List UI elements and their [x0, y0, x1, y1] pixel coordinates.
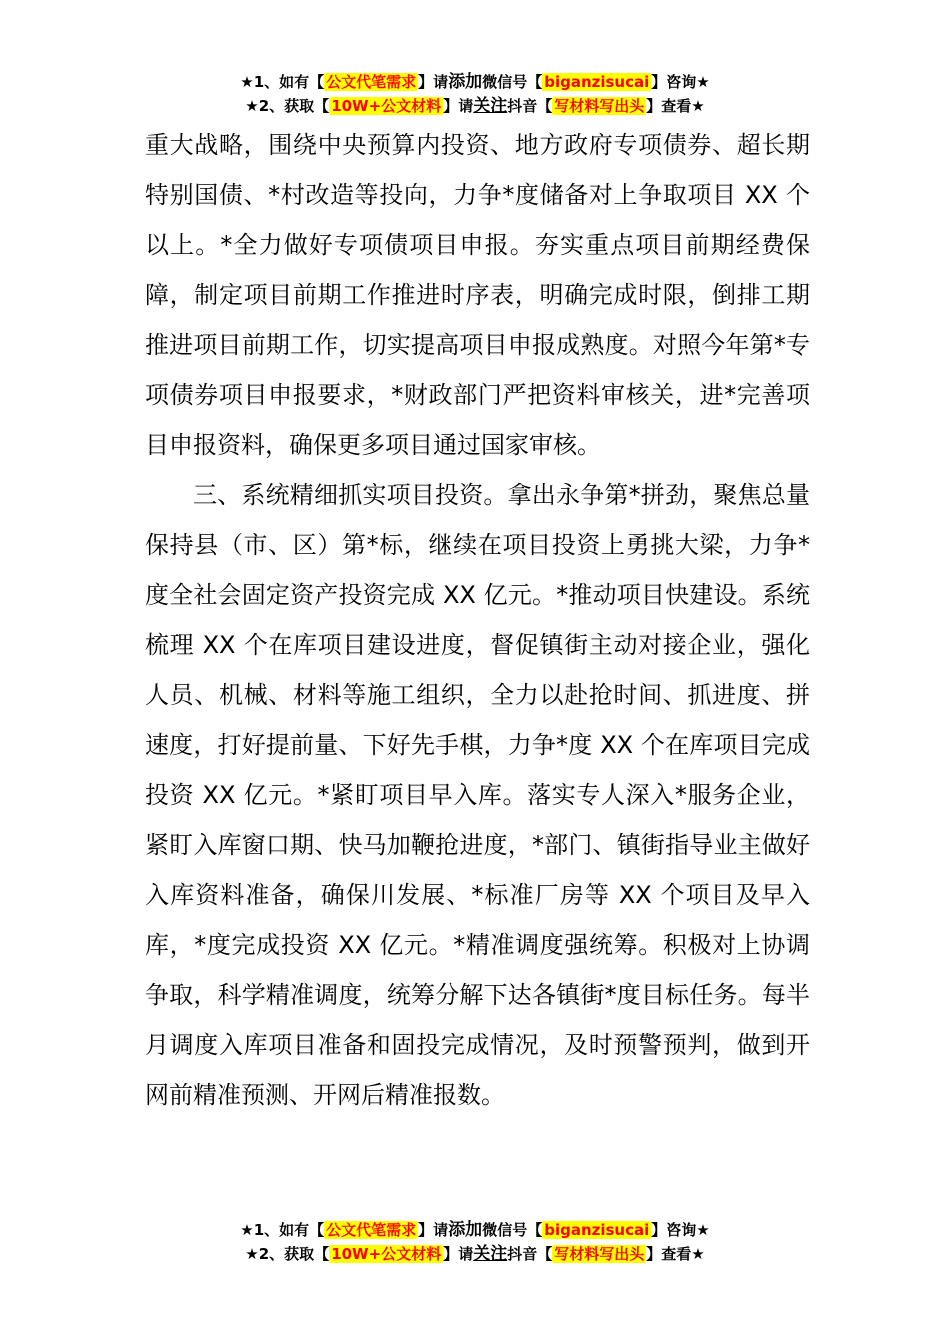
highlight-materials: 10W+公文材料: [331, 97, 442, 115]
highlight-wechat-id: biganzisucai: [544, 73, 650, 91]
banner-text: 】查看★: [646, 97, 705, 115]
highlight-service: 公文代笔需求: [326, 73, 417, 91]
banner-text: ★1、如有【: [240, 73, 325, 91]
banner-text: 】请: [443, 97, 474, 115]
document-body: [145, 120, 810, 1120]
banner-text: 抖音【: [507, 97, 553, 115]
banner-text: 】请: [418, 1221, 449, 1239]
banner-emphasis: 关注: [473, 96, 508, 116]
banner-text: 】查看★: [646, 1245, 705, 1263]
highlight-douyin-account: 写材料写出头: [554, 97, 645, 115]
banner-emphasis: 添加: [448, 1220, 483, 1240]
banner-emphasis: 关注: [473, 1244, 508, 1264]
banner-text: 微信号【: [482, 1221, 543, 1239]
header-banner: [0, 70, 950, 118]
banner-text: 】咨询★: [651, 73, 710, 91]
banner-text: ★2、获取【: [245, 97, 330, 115]
banner-text: 】请: [418, 73, 449, 91]
paragraph-section-three: 三、系统精细抓实项目投资。拿出永争第*拼劲，聚焦总量保持县（市、区）第*标，继续在项目投资上勇挑大梁，力争*度全社会固定资产投资完成 XX 亿元。*推动项目快建设。系统梳理 XX 个在库项目建设进度，督促镇街主动对接企业，强化人员、机械、材料等施工组织，全力以赴抢时间、抓进度、拼速度，打好提前量、下好先手棋，力争*度 XX 个在库项目完成投资 XX 亿元。*紧盯项目早入库。落实专人深入*服务企业，紧盯入库窗口期、快马加鞭抢进度，*部门、镇街指导业主做好入库资料准备，确保川发展、*标准厂房等 XX 个项目及早入库，*度完成投资 XX 亿元。*精准调度强统筹。积极对上协调争取，科学精准调度，统筹分解下达各镇街*度目标任务。每半月调度入库项目准备和固投完成情况，及时预警预判，做到开网前精准预测、开网后精准报数。: [145, 481, 810, 1109]
banner-text: 抖音【: [507, 1245, 553, 1263]
highlight-materials: 10W+公文材料: [331, 1245, 442, 1263]
paragraph-continuation: 重大战略，围绕中央预算内投资、地方政府专项债券、超长期特别国债、*村改造等投向，力争*度储备对上争取项目 XX 个以上。*全力做好专项债项目申报。夯实重点项目前期经费保障，制定项目前期工作推进时序表，明确完成时限，倒排工期推进项目前期工作，切实提高项目申报成熟度。对照今年第*专项债券项目申报要求，*财政部门严把资料审核关，进*完善项目申报资料，确保更多项目通过国家审核。: [145, 131, 810, 459]
banner-line-2: [0, 1242, 950, 1266]
banner-text: ★1、如有【: [240, 1221, 325, 1239]
banner-line-1: [0, 1218, 950, 1242]
banner-text: 】咨询★: [651, 1221, 710, 1239]
banner-emphasis: 添加: [448, 72, 483, 92]
highlight-service: 公文代笔需求: [326, 1221, 417, 1239]
banner-line-2: [0, 94, 950, 118]
banner-line-1: [0, 70, 950, 94]
highlight-douyin-account: 写材料写出头: [554, 1245, 645, 1263]
banner-text: ★2、获取【: [245, 1245, 330, 1263]
highlight-wechat-id: biganzisucai: [544, 1221, 650, 1239]
footer-banner: [0, 1218, 950, 1266]
banner-text: 微信号【: [482, 73, 543, 91]
banner-text: 】请: [443, 1245, 474, 1263]
